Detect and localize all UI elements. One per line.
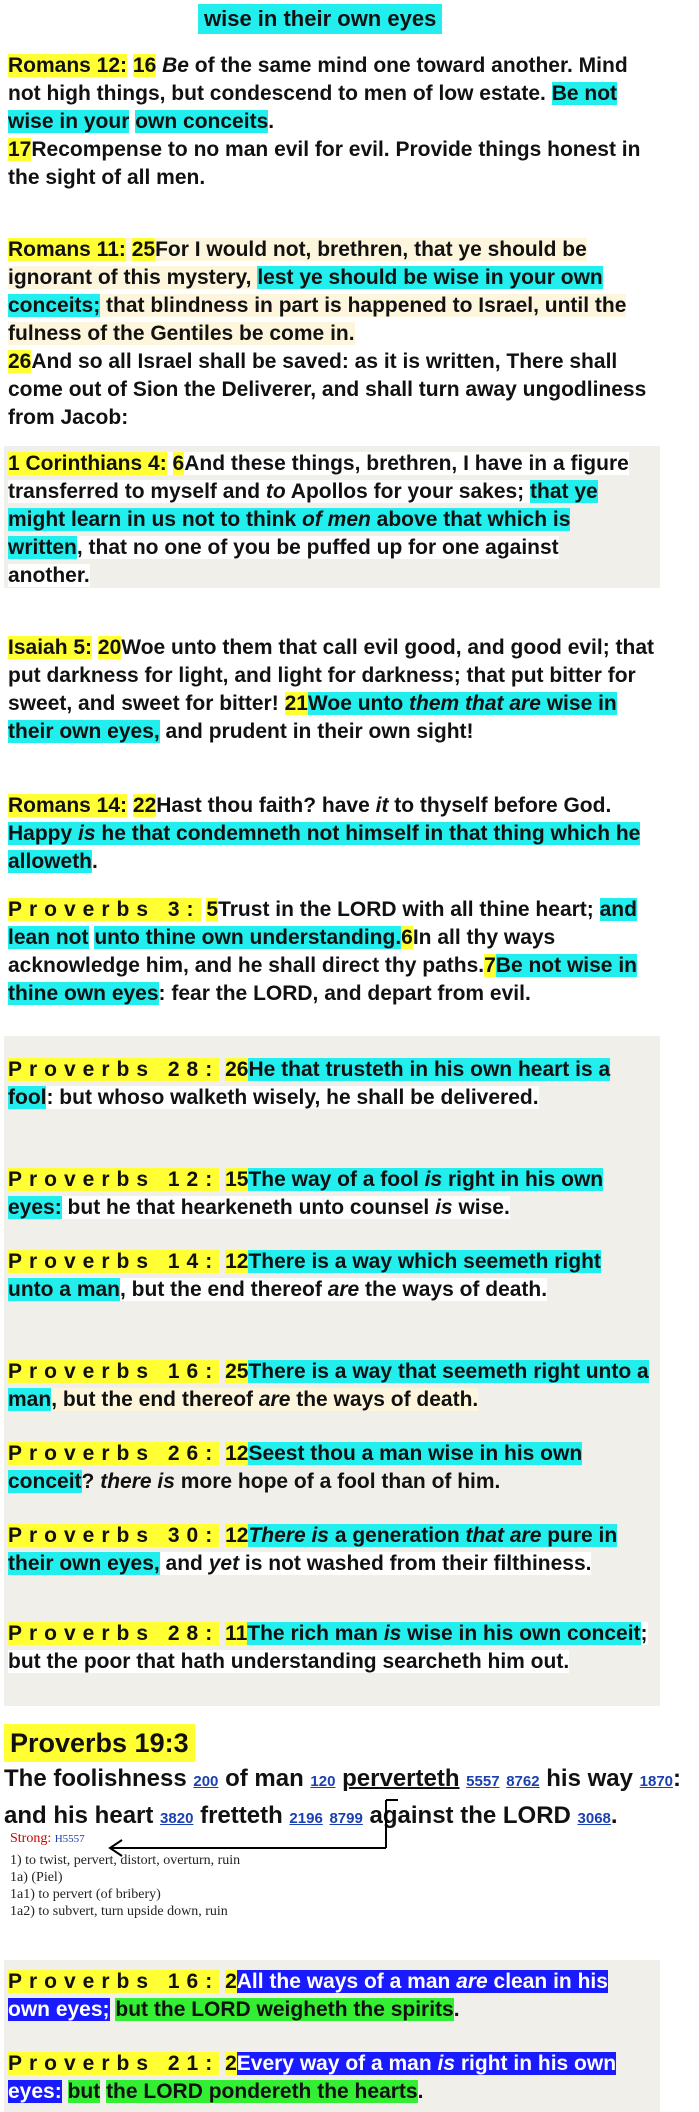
verse-number: 26 [8, 350, 32, 373]
verse-text: Woe unto them that call evil good, and good evil; that put darkness for light, and light for darkness; that put bitter for sweet, and sweet for bitter! [8, 636, 655, 715]
verse-ref: Proverbs 16: [8, 1360, 220, 1383]
highlight: a generation [328, 1524, 466, 1547]
highlight: There is a way that seemeth right unto a man [8, 1360, 649, 1411]
highlight: Seest thou a man wise in his own conceit [8, 1442, 583, 1493]
highlight-italic: them that are [409, 692, 541, 715]
verse-number: 22 [132, 794, 157, 817]
verse-ref: 1 Corinthians 4: [8, 452, 167, 475]
verse-number: 26 [225, 1058, 249, 1081]
highlight: There is a way which seemeth right unto a man [8, 1250, 601, 1301]
verse-ref: Proverbs 21: [8, 2052, 220, 2075]
verse-number: 5 [206, 898, 219, 921]
definition-line: 1a) (Piel) [10, 1870, 63, 1885]
verse-text: and prudent in their own sight! [159, 720, 474, 743]
highlight: alloweth [8, 850, 93, 873]
verse-ref: Romans 12: [8, 54, 128, 77]
verse-word: fretteth [193, 1802, 290, 1829]
strongs-link[interactable]: 2196 [289, 1810, 323, 1827]
highlight-italic: is [78, 822, 96, 845]
highlight-italic: is [383, 1622, 402, 1645]
verse-number: 11 [225, 1622, 248, 1645]
highlight-italic: is [424, 1168, 443, 1191]
verse-ref: Proverbs 28: [8, 1058, 220, 1081]
highlight: wise in his own conceit [401, 1622, 641, 1645]
italic-word: it [375, 794, 389, 817]
highlight: The rich man [247, 1622, 384, 1645]
blue-highlight: clean in his own eyes; [8, 1970, 608, 2021]
strongs-number-link[interactable]: H5557 [54, 1833, 85, 1845]
verse-number: 12 [225, 1250, 249, 1273]
highlight: Happy [8, 822, 79, 845]
green-highlight: but [67, 2080, 101, 2103]
italic-word: are [258, 1388, 291, 1411]
verse-ref: Romans 11: [8, 238, 126, 261]
verse-ref: Proverbs 3: [8, 898, 201, 921]
definition-line: 1) to twist, pervert, distort, overturn, ruin [10, 1853, 241, 1868]
highlight: own conceits [135, 110, 269, 133]
verse-word: against the LORD [362, 1802, 578, 1829]
definition-line: 1a2) to subvert, turn upside down, ruin [10, 1904, 228, 1919]
green-highlight: but the LORD weigheth the spirits [115, 1998, 454, 2021]
highlight: unto thine own understanding. [94, 926, 402, 949]
proverbs-21-2 [8, 2050, 648, 2106]
verse-number: 12 [225, 1442, 249, 1465]
verse-text: is not washed from their filthiness. [239, 1552, 592, 1575]
highlight: Woe unto [307, 692, 410, 715]
verse-number: 25 [131, 238, 156, 261]
verse-text: to thyself before God. [388, 794, 612, 817]
italic-word: to [265, 480, 286, 503]
verse-number: 21 [284, 692, 308, 715]
blue-highlight-italic: is [437, 2052, 456, 2075]
highlight: pure in their own eyes, [8, 1524, 618, 1575]
strongs-link[interactable]: 200 [193, 1773, 219, 1790]
strongs-link[interactable]: 8799 [329, 1810, 363, 1827]
verse-word: The foolishness [4, 1765, 194, 1792]
strongs-label: Strong: [10, 1831, 55, 1846]
verse-text: wise. [452, 1196, 510, 1219]
verse-number: 15 [225, 1168, 249, 1191]
verse-number: 2 [225, 2052, 237, 2075]
highlight: that ye might learn in us not to think [8, 480, 598, 531]
verse-text: the ways of death. [359, 1278, 548, 1301]
strongs-link[interactable]: 5557 [466, 1773, 500, 1790]
verse-text: Recompense to no man evil for evil. Provide things honest in the sight of all men. [8, 138, 641, 189]
verse-word-perverteth: perverteth [342, 1765, 460, 1792]
verse-ref: Proverbs 14: [8, 1250, 220, 1273]
strongs-link[interactable]: 3068 [577, 1810, 611, 1827]
verse-ref: Proverbs 26: [8, 1442, 220, 1465]
verse-ref: Proverbs 16: [8, 1970, 220, 1993]
verse-number: 25 [225, 1360, 249, 1383]
verse-number: 7 [484, 954, 496, 977]
highlight: He that trusteth in his own heart is a fool [8, 1058, 611, 1109]
strongs-link[interactable]: 1870 [639, 1773, 674, 1790]
verse-number: 12 [225, 1524, 249, 1547]
italic-word: are [327, 1278, 360, 1301]
verse-text: of the same mind one toward another. Mind not high things, but condescend to men of low estate. [8, 54, 628, 105]
italic-word: Be [162, 54, 189, 77]
italic-word: is [435, 1196, 453, 1219]
verse-text: more hope of a fool than of him. [174, 1470, 501, 1493]
proverbs-19-3-title: Proverbs 19:3 [4, 1724, 195, 1762]
verse-text: ? [81, 1470, 101, 1493]
verse-text: , but the end thereof [51, 1388, 259, 1411]
verse-text: Trust in the LORD with all thine heart; [218, 898, 600, 921]
verse-number: 20 [97, 636, 122, 659]
verse-text: , but the end thereof [120, 1278, 328, 1301]
verse-text: : but whoso walketh wisely, he shall be delivered. [46, 1086, 539, 1109]
verse-text: , that no one of you be puffed up for one against another. [8, 536, 559, 587]
verse-number: 17 [8, 138, 32, 161]
verse-text: . [453, 1998, 460, 2021]
verse-text: : fear the LORD, and depart from evil. [158, 982, 531, 1005]
highlight-italic: that are [465, 1524, 542, 1547]
verse-text: Apollos for your sakes; [285, 480, 531, 503]
highlight: right in his own eyes: [8, 1168, 604, 1219]
verse-ref: Isaiah 5: [8, 636, 93, 659]
verse-text: In all thy ways acknowledge him, and he shall direct thy paths. [8, 926, 556, 977]
verse-text: And so all Israel shall be saved: as it is written, There shall come out of Sion the Deliverer, and shall turn away ungodliness from Jacob: [8, 350, 647, 429]
verse-text: . [268, 110, 275, 133]
verse-word: of man [218, 1765, 311, 1792]
verse-text: ; but the poor that hath understanding searcheth him out. [8, 1622, 648, 1673]
verse-number: 16 [132, 54, 157, 77]
italic-word: yet [208, 1552, 240, 1575]
highlight: lest ye should be wise in your own conceits; [8, 266, 603, 317]
verse-ref: Proverbs 12: [8, 1168, 220, 1191]
verse-ref: Romans 14: [8, 794, 128, 817]
verse-text: . [417, 2080, 424, 2103]
verse-text: Hast thou faith? have [156, 794, 376, 817]
definition-line: 1a1) to pervert (of bribery) [10, 1887, 161, 1902]
verse-word: his way [539, 1765, 640, 1792]
strongs-link[interactable]: 8762 [506, 1773, 540, 1790]
italic-word: there is [100, 1470, 175, 1493]
strongs-definition [10, 1830, 240, 1920]
verse-ref: Proverbs 28: [8, 1622, 220, 1645]
highlight: he that condemneth not himself in that thing which he [95, 822, 641, 845]
verse-word: . [610, 1802, 618, 1829]
highlight-italic: There is [248, 1524, 329, 1547]
highlight-italic: of men [302, 508, 371, 531]
verse-number: 6 [401, 926, 413, 949]
verse-number: 6 [172, 452, 185, 475]
blue-highlight: right in his own eyes: [8, 2052, 617, 2103]
highlight: above that which is written [8, 508, 571, 559]
blue-highlight: Every way of a man [236, 2052, 438, 2075]
verse-word: : and his heart [4, 1765, 682, 1829]
verse-text: that blindness in part is happened to Israel, until the fulness of the Gentiles be come in. [8, 294, 627, 345]
strongs-link[interactable]: 3820 [160, 1810, 194, 1827]
verse-text: the ways of death. [290, 1388, 479, 1411]
highlight: wise in their own eyes, [8, 692, 617, 743]
highlight: Be not wise in thine own eyes [8, 954, 637, 1005]
verse-text: but he that hearkeneth unto counsel [61, 1196, 436, 1219]
highlight: Be not wise in your [8, 82, 618, 133]
highlight: and lean not [8, 898, 637, 949]
proverbs-16-2 [8, 1968, 648, 2024]
verse-ref: Proverbs 30: [8, 1524, 220, 1547]
blue-highlight: All the ways of a man [236, 1970, 457, 1993]
top-heading: wise in their own eyes [198, 4, 442, 34]
verse-text: For I would not, brethren, that ye should be ignorant of this mystery, [8, 238, 587, 289]
blue-highlight-italic: are [456, 1970, 488, 1993]
verse-number: 2 [225, 1970, 237, 1993]
verse-text: and [159, 1552, 209, 1575]
strongs-link[interactable]: 120 [310, 1773, 336, 1790]
verse-text: . [92, 850, 98, 873]
highlight: The way of a fool [248, 1168, 425, 1191]
verse-text: And these things, brethren, I have in a figure transferred to myself and [8, 452, 629, 503]
green-highlight: the LORD pondereth the hearts [106, 2080, 418, 2103]
